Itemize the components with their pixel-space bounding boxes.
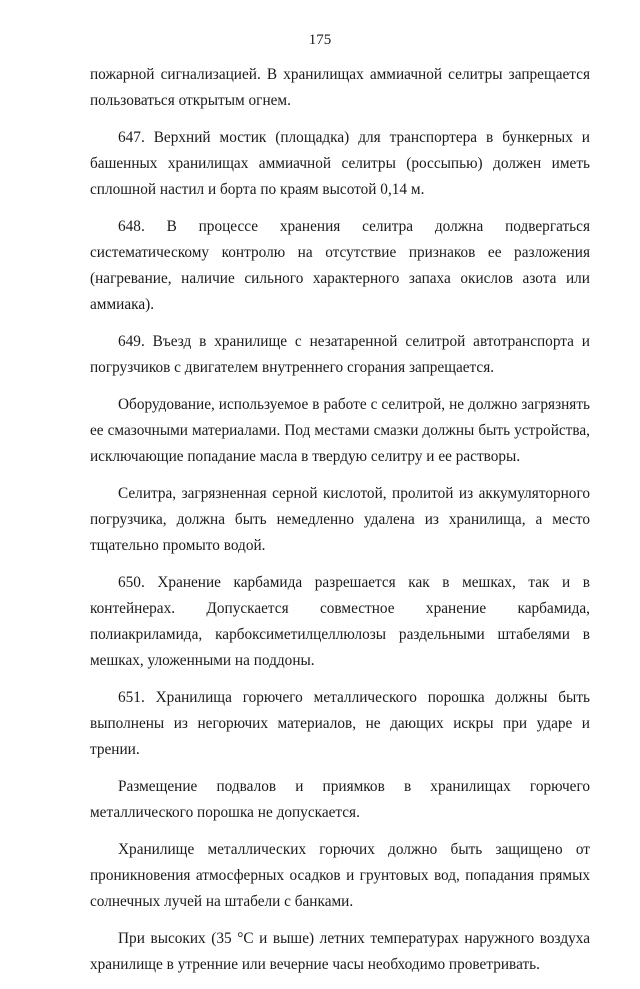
paragraph-protection: Хранилище металлических горючих должно быть защищено от проникновения атмосферных осадков и грунтовых вод, попадания прямых солнечных лучей на штабели с банками. [90,841,590,910]
paragraph-649: 649. Въезд в хранилище с незатаренной селитрой автотранспорта и погрузчиков с двигателем внутреннего сгорания запрещается. [90,333,590,376]
paragraph-basements: Размещение подвалов и приямков в хранилищах горючего металлического порошка не допускается. [90,778,590,821]
paragraph-650: 650. Хранение карбамида разрешается как в мешках, так и в контейнерах. Допускается совместное хранение карбамида, полиакриламида, карбоксиметилцеллюлозы раздельными штабелями в мешках, уложенными на поддоны. [90,574,590,669]
document-body [90,62,590,989]
paragraph-648: 648. В процессе хранения селитра должна подвергаться систематическому контролю на отсутствие признаков ее разложения (нагревание, наличие сильного характерного запаха окислов азота или аммиака). [90,218,590,313]
paragraph-ventilation: При высоких (35 °С и выше) летних температурах наружного воздуха хранилище в утренние или вечерние часы необходимо проветривать. [90,930,590,973]
page-number: 175 [308,32,332,48]
paragraph-647: 647. Верхний мостик (площадка) для транспортера в бункерных и башенных хранилищах аммиачной селитры (россыпью) должен иметь сплошной настил и борта по краям высотой 0,14 м. [90,129,590,198]
paragraph-contaminated-nitrate: Селитра, загрязненная серной кислотой, пролитой из аккумуляторного погрузчика, должна быть немедленно удалена из хранилища, а место тщательно промыто водой. [90,485,590,554]
paragraph-equipment-lubrication: Оборудование, используемое в работе с селитрой, не должно загрязнять ее смазочными материалами. Под местами смазки должны быть устройства, исключающие попадание масла в твердую селитру и ее растворы. [90,396,590,465]
paragraph-continuation: пожарной сигнализацией. В хранилищах аммиачной селитры запрещается пользоваться открытым огнем. [90,66,590,109]
paragraph-651: 651. Хранилища горючего металлического порошка должны быть выполнены из негорючих материалов, не дающих искры при ударе и трении. [90,689,590,758]
